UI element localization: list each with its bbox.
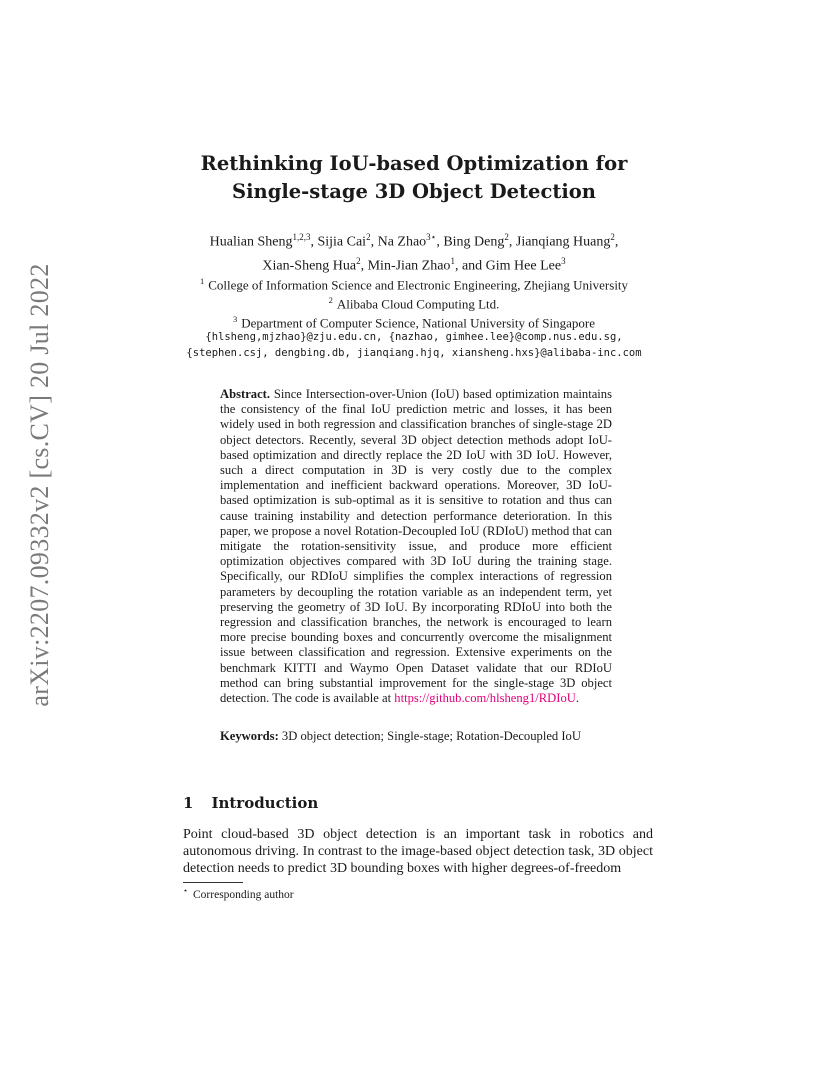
title-line-1: Rethinking IoU-based Optimization for (200, 152, 628, 175)
paper-title (0, 150, 828, 206)
title-line-2: Single-stage 3D Object Detection (232, 180, 596, 203)
footnote-mark: ⋆ (183, 886, 189, 895)
author-line-2: Xian-Sheng Hua$^2$, Min-Jian Zhao$^1$, and Gim Hee Lee$^3$ (262, 255, 566, 274)
email-line-2: {stephen.csj, dengbing.db, jianqiang.hjq, xiansheng.hxs}@alibaba-inc.com (186, 346, 642, 359)
affiliation-3: $^3$ Department of Computer Science, National University of Singapore (232, 313, 596, 330)
footnote (183, 886, 294, 901)
author-affil-mark: 2 (356, 255, 361, 266)
author-affil-mark: 1,2,3 (292, 232, 311, 242)
abstract-label: Abstract. (220, 387, 271, 401)
author-affil-mark: 2 (610, 232, 615, 242)
author-line-1: Hualian Sheng$^{1,2,3}$, Sijia Cai$^2$, Na Zhao$^{3⋆}$, Bing Deng$^2$, Jianqiang Huang$^2$, (209, 232, 619, 250)
author-name: Hualian Sheng (209, 234, 293, 250)
author-name: Sijia Cai (317, 234, 367, 250)
author-name: Xian-Sheng Hua (262, 258, 357, 274)
affiliation-1: $^1$ College of Information Science and Electronic Engineering, Zhejiang University (199, 276, 629, 293)
author-name: Bing Deng (443, 234, 505, 250)
author-name: Na Zhao (377, 234, 427, 250)
arxiv-id-text: arXiv:2207.09332v2 [cs.CV] 20 Jul 2022 (25, 263, 54, 707)
author-name: Gim Hee Lee (485, 258, 562, 274)
keywords-text: 3D object detection; Single-stage; Rotation-Decoupled IoU (281, 729, 581, 743)
section-title: Introduction (211, 794, 319, 812)
author-affil-mark: 3⋆ (426, 232, 437, 242)
email-line-1: {hlsheng,mjzhao}@zju.edu.cn, {nazhao, gimhee.lee}@comp.nus.edu.sg, (205, 331, 623, 344)
intro-paragraph: Point cloud-based 3D object detection is an important task in robotics and autonomous driving. In contrast to the image-based object detection task, 3D object detection needs to predict 3D bounding boxes with higher degrees-of-freedom (183, 827, 653, 877)
author-affil-mark: 2 (366, 232, 371, 242)
author-list (0, 228, 828, 275)
keywords-label: Keywords: (220, 729, 279, 743)
author-name: Min-Jian Zhao (367, 258, 451, 274)
author-affil-mark: 1 (450, 255, 455, 266)
author-affil-mark: 3 (561, 255, 566, 266)
section-number: 1 (183, 794, 194, 812)
code-link[interactable]: https://github.com/hlsheng1/RDIoU (394, 691, 576, 706)
abstract: Abstract. Since Intersection-over-Union (IoU) based optimization maintains the consistency of the final IoU prediction metric and losses, it has been widely used in both regression and classification branches of single-stage 2D object detectors. Recently, several 3D object detection methods adopt IoU-based optimization and directly replace the 2D IoU with 3D IoU. However, such a direct computation in 3D is very costly due to the complex implementation and inefficient backward operations. Moreover, 3D IoU-based optimization is sub-optimal as it is sensitive to rotation and thus can cause training instability and detection performance deterioration. In this paper, we propose a novel Rotation-Decoupled IoU (RDIoU) method that can mitigate the rotation-sensitivity issue, and produce more efficient optimization objectives compared with 3D IoU during the training stage. Specifically, our RDIoU simplifies the complex interactions of regression parameters by decoupling the rotation variable as an independent term, yet preserving the geometry of 3D IoU. By incorporating RDIoU into both the regression and classification branches, the network is encouraged to learn more precise bounding boxes and concurrently overcome the misalignment issue between classification and regression. Extensive experiments on the benchmark KITTI and Waymo Open Dataset validate that our RDIoU method can bring substantial improvement for the single-stage 3D object detection. The code is available at https://github.com/hlsheng1/RDIoU. (220, 387, 613, 706)
footnote-text: Corresponding author (193, 888, 294, 901)
author-affil-mark: 2 (504, 232, 509, 242)
section-heading (183, 794, 318, 812)
affiliations (0, 274, 828, 361)
abstract-text: Since Intersection-over-Union (IoU) based optimization maintains the consistency of the final IoU prediction metric and losses, it has been widely used in both regression and classification branches of single-stage 2D object detectors. Recently, several 3D object detection methods adopt IoU-based optimization and directly replace the 2D IoU with 3D IoU. However, such a direct computation in 3D is very costly due to the complex implementation and inefficient backward operations. Moreover, 3D IoU-based optimization is sub-optimal as it is sensitive to rotation and thus can cause training instability and detection performance deterioration. In this paper, we propose a novel Rotation-Decoupled IoU (RDIoU) method that can mitigate the rotation-sensitivity issue, and produce more efficient optimization objectives compared with 3D IoU during the training stage. Specifically, our RDIoU simplifies the complex interactions of regression parameters by decoupling the rotation variable as an independent term, yet preserving the geometry of 3D IoU. By incorporating RDIoU into both the regression and classification branches, the network is encouraged to learn more precise bounding boxes and concurrently overcome the misalignment issue between classification and regression. Extensive experiments on the benchmark KITTI and Waymo Open Dataset validate that our RDIoU method can bring substantial improvement for the single-stage 3D object detection. The code is available at (220, 387, 613, 706)
author-name: Jianqiang Huang (515, 234, 611, 250)
footnote-rule (183, 882, 243, 883)
affiliation-2: $^2$ Alibaba Cloud Computing Ltd. (328, 294, 500, 312)
keywords (220, 729, 620, 744)
